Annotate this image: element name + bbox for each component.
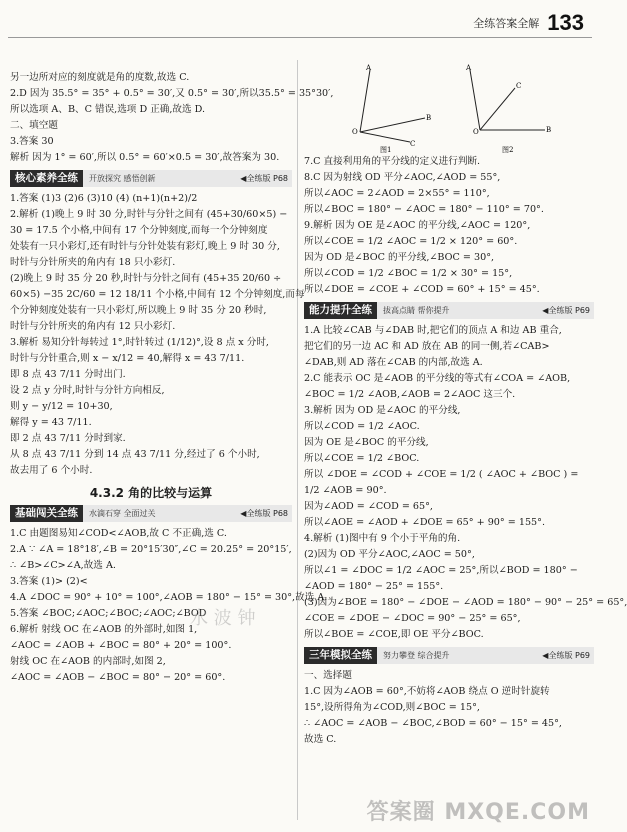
text-line: 则 y − y/12 = 10+30, — [10, 401, 113, 412]
section-banner-title: 三年模拟全练 — [304, 647, 377, 664]
text-line: 二、填空题 — [10, 120, 58, 131]
text-line: ∠DAB,则 AD 落在∠CAB 的内部,故选 A. — [304, 357, 483, 368]
text-line: 解析 因为 1° = 60′,所以 0.5° = 60′×0.5 = 30′,故答案为 30. — [10, 152, 280, 163]
text-line: (3)因为∠BOE = 180° − ∠DOE − ∠AOD = 180° − 90° − 25° = 65°, — [304, 597, 627, 608]
text-line: 因为 OD 是∠BOC 的平分线,∠BOC = 30°, — [304, 252, 495, 263]
text-line: 所以选项 A、B、C 错误,选项 D 正确,故选 D. — [10, 104, 206, 115]
text-line: 所以∠1 = ∠DOC = 1/2 ∠AOC = 25°,所以∠BOD = 180° − — [304, 565, 578, 576]
section-banner-title: 核心素养全练 — [10, 170, 83, 187]
section-banner-ref: ◀全练版 P69 — [542, 305, 590, 315]
text-line: 2.A ∵ ∠A = 18°18′,∠B = 20°15′30″,∠C = 20.25° = 20°15′, — [10, 544, 292, 555]
section-heading: 4.3.2 角的比较与运算 — [89, 486, 213, 500]
text-line: ∠AOC = ∠AOB + ∠BOC = 80° + 20° = 100°. — [10, 640, 232, 651]
text-line: 设 2 点 y 分时,时针与分针方向相反, — [10, 385, 165, 396]
section-banner-ref: ◀全练版 P69 — [542, 650, 590, 660]
text-line: 即 8 点 43 7/11 分时出门. — [10, 369, 126, 380]
text-line: 从 8 点 43 7/11 分到 14 点 43 7/11 分,经过了 6 个小时, — [10, 449, 260, 460]
text-line: 时针与分针重合,则 x − x/12 = 40,解得 x = 43 7/11. — [10, 353, 245, 364]
fig2-label-O: O — [473, 128, 479, 136]
section-banner — [304, 302, 594, 319]
text-line: ∴ ∠B>∠C>∠A,故选 A. — [10, 560, 116, 571]
text-line: 个分钟刻度处装有一只小彩灯,所以晚上 9 时 35 分 20 秒时, — [10, 305, 267, 316]
text-line: 1.A 比较∠CAB 与∠DAB 时,把它们的顶点 A 和边 AB 重合, — [304, 325, 562, 336]
section-banner-subtitle: 努力攀登 综合提升 — [383, 650, 450, 660]
text-line: 所以∠BOC = 180° − ∠AOC = 180° − 110° = 70°. — [304, 204, 544, 215]
fig2-label-C: C — [516, 82, 522, 90]
text-line: ∠AOC = ∠AOB − ∠BOC = 80° − 20° = 60°. — [10, 672, 226, 683]
fig1-label-B: B — [426, 114, 432, 122]
text-line: 所以∠BOE = ∠COE,即 OE 平分∠BOC. — [304, 629, 484, 640]
watermark-overlay: 水 波 钟 — [190, 608, 256, 629]
text-line: 3.解析 因为 OD 是∠AOC 的平分线, — [304, 405, 461, 416]
header-rule — [8, 37, 592, 38]
text-line: 3.解析 易知分针每转过 1°,时针转过 (1/12)°,设 8 点 x 分时, — [10, 337, 269, 348]
text-line: 一、选择题 — [304, 670, 352, 681]
text-line: 所以∠COD = 1/2 ∠AOC. — [304, 421, 420, 432]
text-line: 2.C 能表示 OC 是∠AOB 的平分线的等式有∠COA = ∠AOB, — [304, 373, 571, 384]
text-line: 故选 C. — [304, 734, 337, 745]
text-line: 15°,设所得角为∠COD,则∠BOC = 15°, — [304, 702, 480, 713]
section-banner-title: 基础闯关全练 — [10, 505, 83, 522]
fig1-label-A: A — [366, 64, 372, 72]
text-line: 4.解析 (1)图中有 9 个小于平角的角. — [304, 533, 461, 544]
text-line: ∠BOC = 1/2 ∠AOB,∠AOB = 2∠AOC 这三个. — [304, 389, 516, 400]
text-line: 另一边所对应的刻度就是角的度数,故选 C. — [10, 72, 190, 83]
section-banner — [10, 505, 292, 522]
text-line: 1.答案 (1)3 (2)6 (3)10 (4) (n+1)(n+2)/2 — [10, 193, 198, 204]
page-number: 133 — [547, 10, 584, 35]
page-header — [473, 8, 584, 38]
column-divider — [297, 60, 298, 820]
text-line: 射线 OC 在∠AOB 的内部时,如图 2, — [10, 656, 166, 667]
fig2-label-A: A — [466, 64, 472, 72]
text-line: 4.A ∠DOC = 90° + 10° = 100°,∠AOB = 180° − 15° = 30°,故选 A. — [10, 592, 328, 603]
text-line: ∠COE = ∠DOE − ∠DOC = 90° − 25° = 65°, — [304, 613, 521, 624]
right-column — [304, 154, 627, 748]
section-banner-title: 能力提升全练 — [304, 302, 377, 319]
text-line: 因为 OE 是∠BOC 的平分线, — [304, 437, 429, 448]
text-line: 所以∠AOE = ∠AOD + ∠DOE = 65° + 90° = 155°. — [304, 517, 546, 528]
text-line: 即 2 点 43 7/11 分时到家. — [10, 433, 126, 444]
text-line: 7.C 直接利用角的平分线的定义进行判断. — [304, 156, 481, 167]
section-banner-ref: ◀全练版 P68 — [240, 173, 288, 183]
text-line: ∠AOD = 180° − 25° = 155°. — [304, 581, 444, 592]
text-line: 所以∠AOC = 2∠AOD = 2×55° = 110°, — [304, 188, 490, 199]
figure-2 — [465, 64, 551, 154]
text-line: 1.C 由题图易知∠COD<∠AOB,故 C 不正确,选 C. — [10, 528, 227, 539]
text-line: 把它们的另一边 AC 和 AD 放在 AB 的同一侧,若∠CAB> — [304, 341, 550, 352]
angle-figures — [330, 60, 570, 152]
text-line: 处装有一只小彩灯,还有时针与分针处装有彩灯,晚上 9 时 30 分, — [10, 241, 280, 252]
section-banner-subtitle: 水滴石穿 全面过关 — [89, 508, 156, 518]
fig2-caption: 图2 — [502, 146, 514, 154]
text-line: 2.D 因为 35.5° = 35° + 0.5° = 30′,又 0.5° = 30′,所以35.5° = 35°30′, — [10, 88, 334, 99]
text-line: 解得 y = 43 7/11. — [10, 417, 92, 428]
watermark: 答案圈 MXQE.COM — [366, 800, 590, 825]
text-line: 8.C 因为射线 OD 平分∠AOC,∠AOD = 55°, — [304, 172, 501, 183]
text-line: ∴ ∠AOC = ∠AOB − ∠BOC,∠BOD = 60° − 15° = 45°, — [304, 718, 562, 729]
text-line: 3.答案 (1)> (2)< — [10, 576, 88, 587]
header-label: 全练答案全解 — [473, 17, 540, 30]
text-line: 故去用了 6 个小时. — [10, 465, 93, 476]
text-line: 6.解析 射线 OC 在∠AOB 的外部时,如图 1, — [10, 624, 198, 635]
text-line: 时针与分针所夹的角内有 18 只小彩灯. — [10, 257, 176, 268]
text-line: 60×5) −35 2C/60 = 12 18/11 个小格,中间有 12 个分钟刻度,而每 — [10, 289, 305, 300]
text-line: 所以∠COE = 1/2 ∠BOC. — [304, 453, 420, 464]
text-line: (2)因为 OD 平分∠AOC,∠AOC = 50°, — [304, 549, 475, 560]
text-line: 3.答案 30 — [10, 136, 54, 147]
text-line: 所以∠DOE = ∠COE + ∠COD = 60° + 15° = 45°. — [304, 284, 540, 295]
section-banner-subtitle: 开放探究 感悟创新 — [89, 173, 156, 183]
fig1-label-C: C — [410, 140, 416, 148]
text-line: (2)晚上 9 时 35 分 20 秒,时针与分针之间有 (45+35 20/60 ÷ — [10, 273, 282, 284]
text-line: 所以∠COD = 1/2 ∠BOC = 1/2 × 30° = 15°, — [304, 268, 513, 279]
fig2-label-B: B — [546, 126, 552, 134]
fig1-label-O: O — [352, 128, 358, 136]
figure-1 — [352, 64, 431, 154]
text-line: 30 = 17.5 个小格,中间有 17 个分钟刻度,而每一个分钟刻度 — [10, 225, 268, 236]
text-line: 5.答案 ∠BOC;∠AOC;∠BOC;∠AOC;∠BOD — [10, 608, 207, 619]
text-line: 因为∠AOD = ∠COD = 65°, — [304, 501, 433, 512]
fig1-caption: 图1 — [380, 146, 392, 154]
text-line: 1.C 因为∠AOB = 60°,不妨将∠AOB 绕点 O 逆时针旋转 — [304, 686, 550, 697]
section-banner-ref: ◀全练版 P68 — [240, 508, 288, 518]
text-line: 所以∠COE = 1/2 ∠AOC = 1/2 × 120° = 60°. — [304, 236, 518, 247]
text-line: 1/2 ∠AOB = 90°. — [304, 485, 387, 496]
text-line: 所以 ∠DOE = ∠COD + ∠COE = 1/2 ( ∠AOC + ∠BOC ) = — [304, 469, 579, 480]
text-line: 9.解析 因为 OE 是∠AOC 的平分线,∠AOC = 120°, — [304, 220, 531, 231]
section-banner — [304, 647, 594, 664]
section-banner — [10, 170, 292, 187]
text-line: 2.解析 (1)晚上 9 时 30 分,时针与分针之间有 (45+30/60×5) − — [10, 209, 288, 220]
section-banner-subtitle: 拔高点睛 帮你提升 — [383, 305, 450, 315]
text-line: 时针与分针所夹的角内有 12 只小彩灯. — [10, 321, 176, 332]
